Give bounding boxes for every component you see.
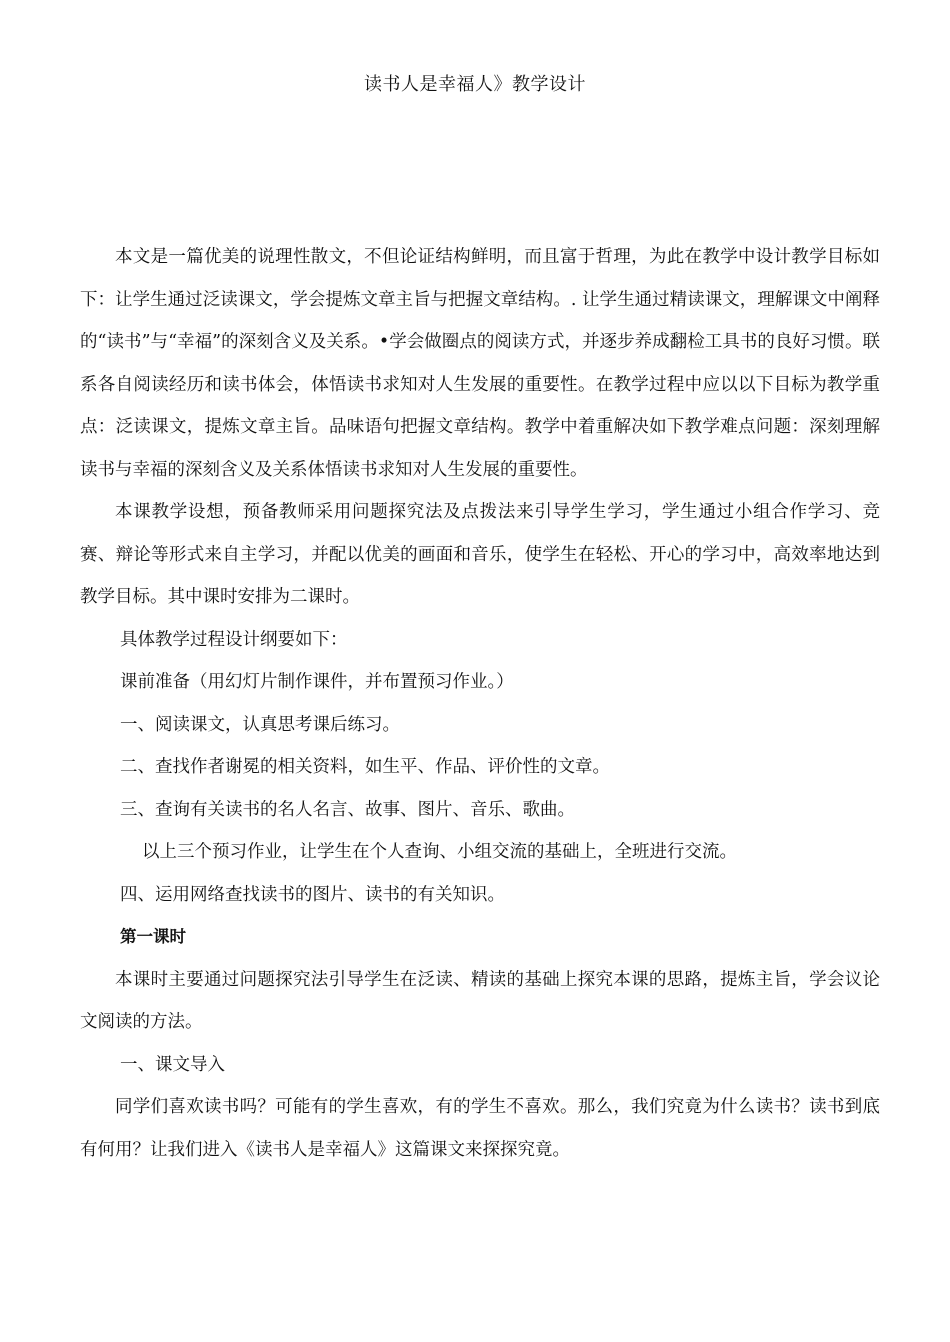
paragraph-lesson-1-summary: 本课时主要通过问题探究法引导学生在泛读、精读的基础上探究本课的思路，提炼主旨，学会议论文阅读的方法。 [80, 969, 880, 1032]
paragraph-introduction: 同学们喜欢读书吗？可能有的学生喜欢，有的学生不喜欢。那么，我们究竟为什么读书？读书到底有何用？让我们进入《读书人是幸福人》这篇课文来探探究竟。 [80, 1097, 880, 1160]
subheading-introduction: 一、课文导入 [120, 1054, 225, 1075]
list-item-3: 三、查询有关读书的名人名言、故事、图片、音乐、歌曲。 [120, 799, 575, 820]
section-heading-lesson-1: 第一课时 [120, 927, 186, 946]
paragraph-outline-intro: 具体教学过程设计纲要如下： [120, 629, 348, 650]
paragraph-objectives: 本文是一篇优美的说理性散文，不但论证结构鲜明，而且富于哲理，为此在教学中设计教学目标如下：让学生通过泛读课文，学会提炼文章主旨与把握文章结构。. 让学生通过精读课文，理解课文中阐释的“读书”与“幸福”的深刻含义及关系。•学会做圈点的阅读方式，并逐步养成翻检工具书的良好习惯。联系各自阅读经历和读书体会，体悟读书求知对人生发展的重要性。在教学过程中应以以下目标为教学重点：泛读课文，提炼文章主旨。品味语句把握文章结构。教学中着重解决如下教学难点问题：深刻理解读书与幸福的深刻含义及关系体悟读书求知对人生发展的重要性。 [80, 247, 880, 480]
document-body [80, 236, 880, 1171]
document-title: 读书人是幸福人》教学设计 [364, 74, 586, 95]
paragraph-preparation: 课前准备（用幻灯片制作课件，并布置预习作业。） [120, 672, 514, 692]
list-item-4: 四、运用网络查找读书的图片、读书的有关知识。 [120, 884, 505, 905]
paragraph-preview-note: 以上三个预习作业，让学生在个人查询、小组交流的基础上，全班进行交流。 [142, 842, 737, 862]
paragraph-teaching-plan: 本课教学设想，预备教师采用问题探究法及点拨法来引导学生学习，学生通过小组合作学习、竞赛、辩论等形式来自主学习，并配以优美的画面和音乐，使学生在轻松、开心的学习中，高效率地达到教学目标。其中课时安排为二课时。 [80, 502, 880, 607]
list-item-1: 一、阅读课文，认真思考课后练习。 [120, 714, 400, 735]
list-item-2: 二、查找作者谢冕的相关资料，如生平、作品、评价性的文章。 [120, 757, 610, 777]
